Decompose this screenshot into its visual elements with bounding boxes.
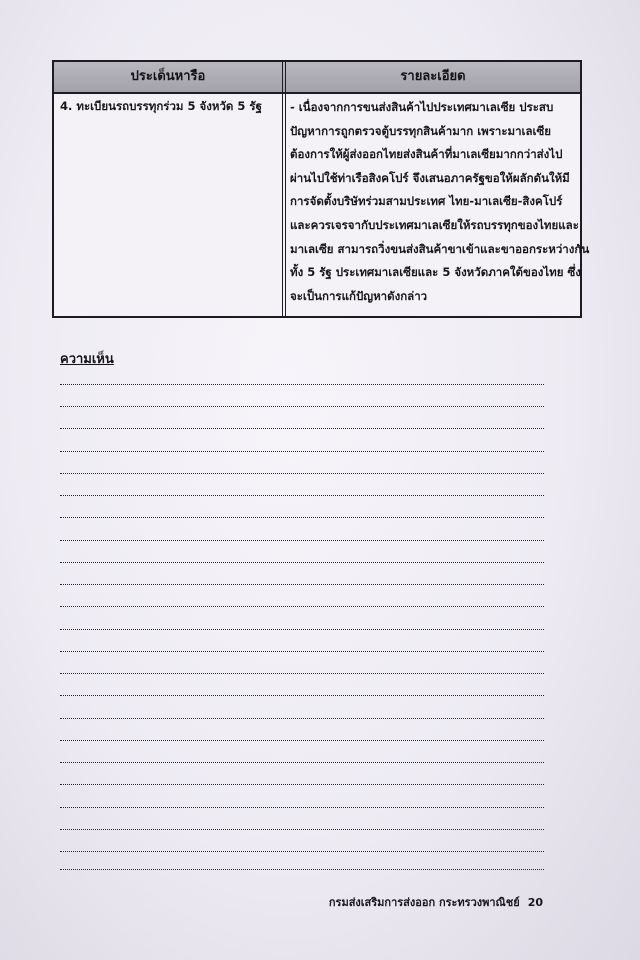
dotted-line bbox=[60, 562, 544, 563]
dotted-line bbox=[60, 695, 544, 696]
dotted-line bbox=[60, 829, 544, 830]
page-footer bbox=[329, 893, 543, 911]
detail-line: ต้องการให้ผู้ส่งออกไทยส่งสินค้าที่มาเลเซียมากกว่าส่งไป bbox=[290, 147, 563, 162]
dotted-line bbox=[60, 540, 544, 541]
comment-heading: ความเห็น bbox=[60, 352, 114, 367]
dotted-line bbox=[60, 762, 544, 763]
dotted-line bbox=[60, 517, 544, 518]
detail-line: การจัดตั้งบริษัทร่วมสามประเทศ ไทย-มาเลเซีย-สิงคโปร์ bbox=[290, 194, 563, 209]
header-detail: รายละเอียด bbox=[400, 69, 466, 84]
detail-line: ปัญหาการถูกตรวจตู้บรรทุกสินค้ามาก เพราะมาเลเซีย bbox=[290, 123, 552, 138]
dotted-line bbox=[60, 740, 544, 741]
detail-line: - เนื่องจากการขนส่งสินค้าไปประเทศมาเลเซีย ประสบ bbox=[290, 100, 554, 114]
detail-line: ทั้ง 5 รัฐ ประเทศมาเลเซียและ 5 จังหวัดภาคใต้ของไทย ซึ่ง bbox=[290, 265, 581, 280]
dotted-line bbox=[60, 584, 544, 585]
dotted-line bbox=[60, 784, 544, 785]
page-number: 20 bbox=[527, 896, 543, 909]
detail-line: และควรเจรจากับประเทศมาเลเซียให้รถบรรทุกของไทยและ bbox=[290, 217, 579, 232]
dotted-line bbox=[60, 629, 544, 630]
footer-department: กรมส่งเสริมการส่งออก กระทรวงพาณิชย์ bbox=[328, 896, 520, 909]
detail-line: ผ่านไปใช้ท่าเรือสิงคโปร์ จึงเสนอภาครัฐขอให้ผลักดันให้มี bbox=[290, 170, 570, 185]
detail-line: มาเลเซีย สามารถวิ่งขนส่งสินค้าขาเข้าและขาออกระหว่างกัน bbox=[290, 241, 590, 256]
dotted-line bbox=[60, 718, 544, 719]
header-issue: ประเด็นหารือ bbox=[130, 69, 206, 84]
dotted-line bbox=[60, 451, 544, 452]
dotted-line bbox=[60, 495, 544, 496]
comment-writing-lines bbox=[60, 0, 544, 960]
dotted-line bbox=[60, 807, 544, 808]
issue-cell: 4. ทะเบียนรถบรรทุกร่วม 5 จังหวัด 5 รัฐ bbox=[60, 99, 262, 113]
dotted-line bbox=[60, 651, 544, 652]
dotted-line bbox=[60, 851, 544, 852]
dotted-line bbox=[60, 869, 544, 870]
dotted-line bbox=[60, 384, 544, 385]
dotted-line bbox=[60, 673, 544, 674]
dotted-line bbox=[60, 428, 544, 429]
detail-line: จะเป็นการแก้ปัญหาดังกล่าว bbox=[290, 288, 428, 303]
dotted-line bbox=[60, 606, 544, 607]
dotted-line bbox=[60, 473, 544, 474]
dotted-line bbox=[60, 406, 544, 407]
